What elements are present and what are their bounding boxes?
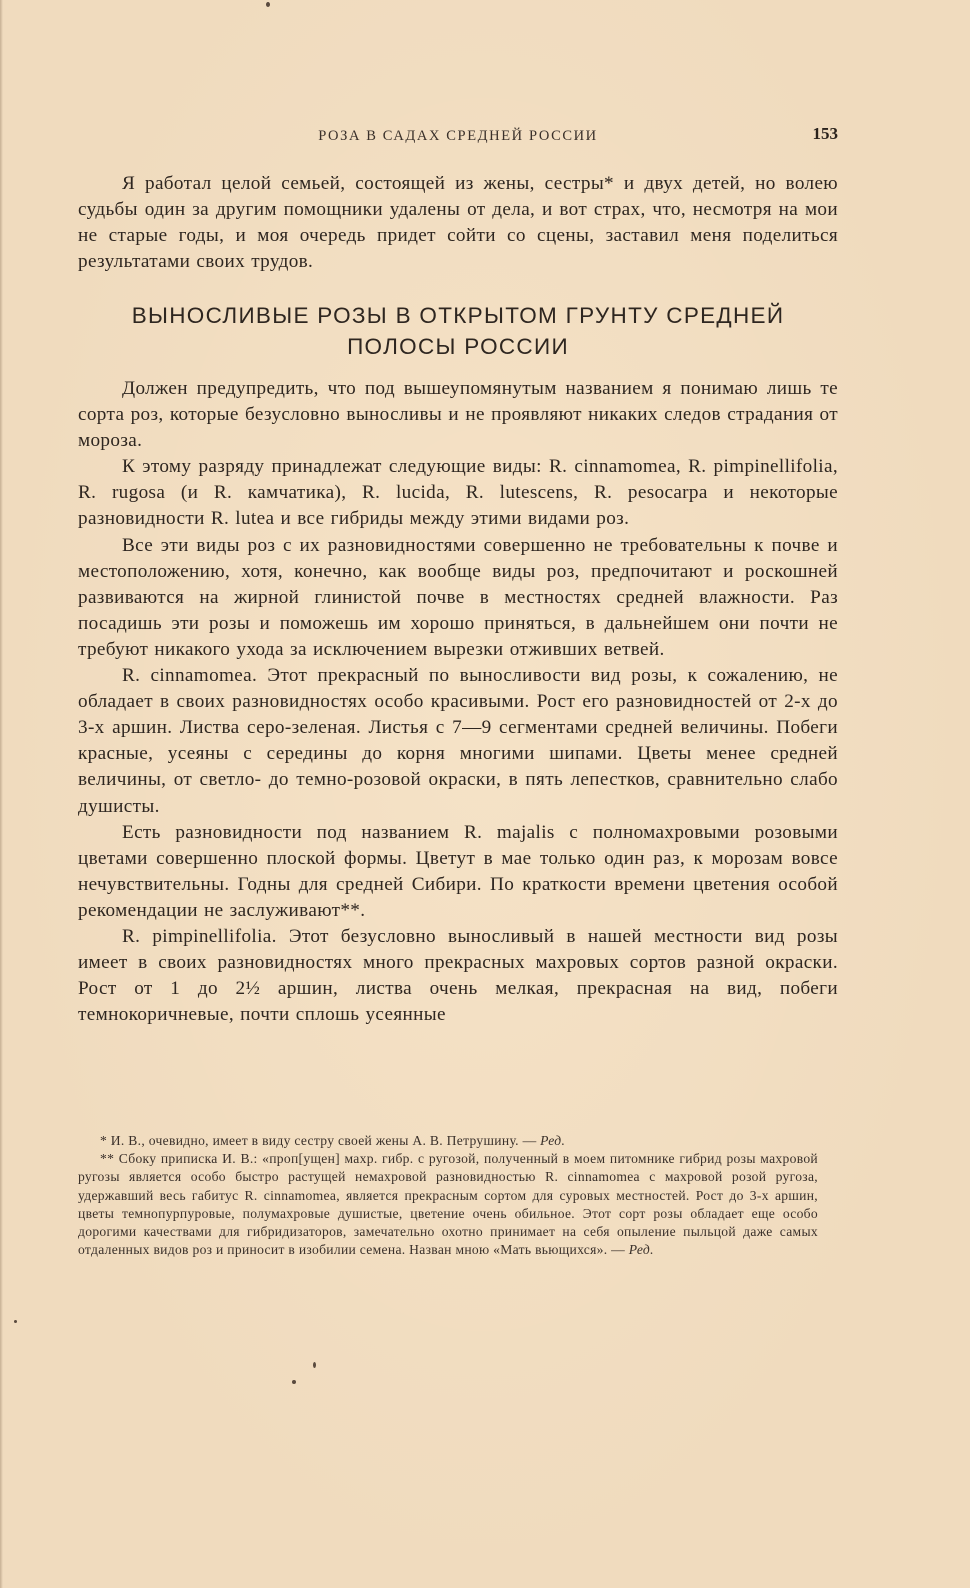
footnote-2-editor: Ред. — [628, 1242, 654, 1258]
footnote-1-editor: Ред. — [540, 1133, 566, 1148]
speck-left — [14, 1320, 17, 1323]
page-number: 153 — [812, 124, 838, 143]
section-heading — [78, 300, 838, 362]
speck-top — [266, 2, 270, 7]
footnote-1 — [78, 1132, 818, 1150]
paragraph-pimpinellifolia: R. pimpinellifolia. Этот безусловно выносливый в нашей местности вид розы имеет в своих разновидностях много прекрасных махровых сортов разной окраски. Рост от 1 до 2½ аршин, листва очень мелкая, прекрасная на вид, побеги темнокоричневые, почти сплошь усеянные — [78, 925, 838, 1026]
page-edge-shadow — [0, 0, 3, 1588]
running-title: РОЗА В САДАХ СРЕДНЕЙ РОССИИ — [318, 128, 598, 144]
paragraph-species-list: К этому разряду принадлежат следующие виды: R. cinnamomea, R. pimpinellifolia, R. rugosa (и R. камчатика), R. lucida, R. lutescens, R. pesocarpa и некоторые разновидности R. lutea и все гибриды между этими видами роз. — [78, 456, 838, 530]
intro-paragraph: Я работал целой семьей, состоящей из жены, сестры* и двух детей, но волею судьбы один за другим помощники удалены от дела, и вот страх, что, несмотря на мои не старые годы, и моя очередь придет сойти со сцены, заставил меня поделиться результатами своих трудов. — [78, 173, 838, 273]
paragraph-majalis: Есть разновидности под названием R. majalis с полномахровыми розовыми цветами совершенно плоской формы. Цветут в мае только один раз, к морозам вовсе нечувствительны. Годны для средней Сибири. По краткости времени цветения особой рекомендации не заслуживают**. — [78, 821, 838, 921]
section-heading-line-2: ПОЛОСЫ РОССИИ — [347, 334, 569, 359]
footnote-2 — [78, 1150, 818, 1259]
running-header — [78, 124, 838, 148]
footnote-1-text: * И. В., очевидно, имеет в виду сестру своей жены А. В. Петрушину. — — [100, 1133, 541, 1148]
paragraph-cinnamomea: R. cinnamomea. Этот прекрасный по выносливости вид розы, к сожалению, не обладает в своих разновидностях особо красивыми. Рост его разновидностей от 2-х до 3-х аршин. Листва серо-зеленая. Листья с 7—9 сегментами средней величины. Побеги красные, усеяны с середины до корня многими шипами. Цветы менее средней величины, от светло- до темно-розовой окраски, в пять лепестков, сравнительно слабо душисты. — [78, 665, 838, 817]
speck-bottom-1 — [313, 1362, 316, 1368]
paragraph-soil: Все эти виды роз с их разновидностями совершенно не требовательны к почве и местоположению, хотя, конечно, как вообще виды роз, предпочитают и роскошней развиваются на жирной глинистой почве в местностях средней влажности. Раз посадишь эти розы и поможешь им хорошо приняться, в дальнейшем они почти не требуют никакого ухода за исключением вырезки отживших ветвей. — [78, 534, 838, 660]
speck-bottom-2 — [292, 1380, 296, 1384]
footnote-2-text: ** Сбоку приписка И. В.: «проп[ущен] махр. гибр. с ругозой, полученный в моем питомнике гибрид розы махровой ругозы является особо быстро растущей немахровой разновидностью R. cinnamomea с махровой розой ругоза, удержавший весь габитус R. cinnamomea, является прекрасным сортом для суровых местностей. Рост до 3-х аршин, цветы темнопурпуровые, полумахровые душистые, цветение очень обильное. Этот сорт розы обладает еще особо дорогими качествами для гибридизаторов, замечательно охотно принимает на себя опыление пыльцой даже самых отдаленных видов роз и приносит в изобилии семена. Назван мною «Мать вьющихся». — — [78, 1151, 818, 1258]
intro-block — [78, 171, 838, 275]
paragraph-warning: Должен предупредить, что под вышеупомянутым названием я понимаю лишь те сорта роз, которые безусловно выносливы и не проявляют никаких следов страдания от мороза. — [78, 378, 838, 452]
section-heading-line-1: ВЫНОСЛИВЫЕ РОЗЫ В ОТКРЫТОМ ГРУНТУ СРЕДНЕЙ — [131, 303, 785, 328]
section-body — [78, 376, 838, 1028]
footnotes — [78, 1132, 818, 1259]
